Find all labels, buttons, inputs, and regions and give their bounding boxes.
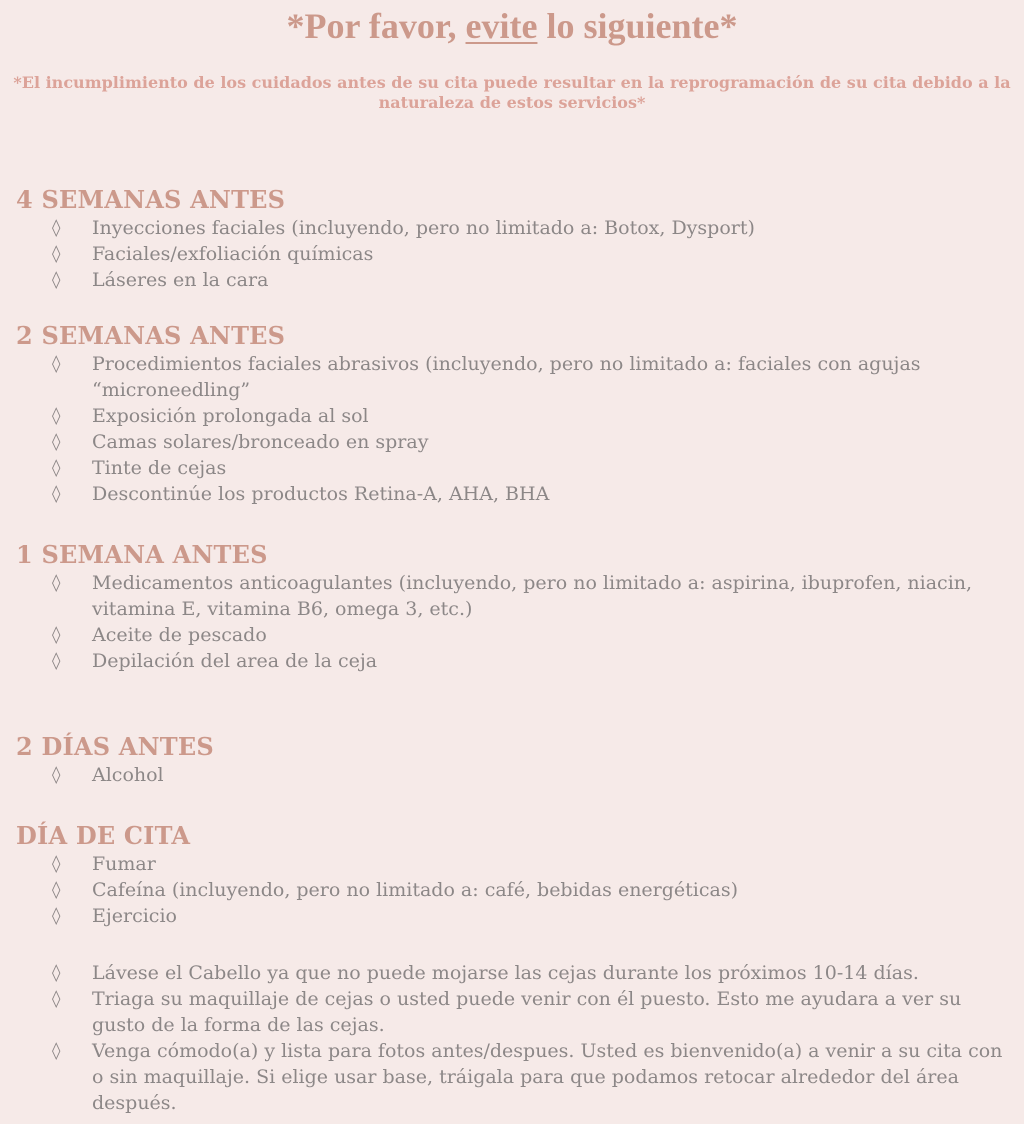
item-list	[16, 960, 1014, 1116]
list-item-text: Ejercicio	[92, 905, 177, 927]
list-item	[16, 877, 1014, 903]
list-item-text: Lávese el Cabello ya que no puede mojarse las cejas durante los próximos 10-14 días.	[92, 962, 919, 984]
diamond-bullet-icon: ◊	[52, 854, 61, 874]
item-list	[16, 215, 1014, 293]
list-item-text: Láseres en la cara	[92, 269, 269, 291]
list-item	[16, 241, 1014, 267]
diamond-bullet-icon: ◊	[52, 651, 61, 671]
section-heading: 2 SEMANAS ANTES	[16, 321, 286, 350]
list-item-text: Descontinúe los productos Retina-A, AHA, BHA	[92, 483, 550, 505]
list-item-text: Faciales/exfoliación químicas	[92, 243, 374, 265]
list-item-text: Camas solares/bronceado en spray	[92, 431, 429, 453]
list-item-text: Alcohol	[92, 764, 164, 786]
list-item	[16, 570, 1014, 622]
diamond-bullet-icon: ◊	[52, 484, 61, 504]
list-item-text: Triaga su maquillaje de cejas o usted puede venir con él puesto. Esto me ayudara a ver su gusto de la forma de las cejas.	[92, 988, 962, 1036]
list-item	[16, 903, 1014, 929]
additional-notes	[16, 960, 1014, 1116]
list-item	[16, 986, 1014, 1038]
item-list	[16, 762, 1014, 788]
section-heading: 1 SEMANA ANTES	[16, 540, 268, 569]
section-heading: DÍA DE CITA	[16, 821, 191, 850]
list-item	[16, 403, 1014, 429]
list-item-text: Venga cómodo(a) y lista para fotos antes/despues. Usted es bienvenido(a) a venir a su cita con o sin maquillaje. Si elige usar base, tráigala para que podamos retocar alrededor del área después.	[92, 1040, 1003, 1114]
list-item	[16, 455, 1014, 481]
section-4-weeks	[16, 185, 1014, 293]
diamond-bullet-icon: ◊	[52, 963, 61, 983]
list-item	[16, 351, 1014, 403]
diamond-bullet-icon: ◊	[52, 573, 61, 593]
item-list	[16, 351, 1014, 507]
diamond-bullet-icon: ◊	[52, 354, 61, 374]
list-item	[16, 267, 1014, 293]
list-item	[16, 1038, 1014, 1116]
list-item-text: Aceite de pescado	[92, 624, 267, 646]
page-title	[0, 4, 1024, 48]
list-item-text: Cafeína (incluyendo, pero no limitado a: café, bebidas energéticas)	[92, 879, 739, 901]
page-subtitle: *El incumplimiento de los cuidados antes de su cita puede resultar en la reprogramación de su cita debido a la naturaleza de estos servicios*	[13, 73, 1011, 112]
diamond-bullet-icon: ◊	[52, 880, 61, 900]
list-item	[16, 851, 1014, 877]
list-item	[16, 762, 1014, 788]
diamond-bullet-icon: ◊	[52, 406, 61, 426]
diamond-bullet-icon: ◊	[52, 765, 61, 785]
section-2-days	[16, 732, 1014, 788]
list-item-text: Inyecciones faciales (incluyendo, pero no limitado a: Botox, Dysport)	[92, 217, 755, 239]
diamond-bullet-icon: ◊	[52, 625, 61, 645]
diamond-bullet-icon: ◊	[52, 989, 61, 1009]
section-heading: 2 DÍAS ANTES	[16, 732, 214, 761]
diamond-bullet-icon: ◊	[52, 218, 61, 238]
list-item	[16, 481, 1014, 507]
section-appointment-day	[16, 821, 1014, 929]
diamond-bullet-icon: ◊	[52, 458, 61, 478]
list-item-text: Tinte de cejas	[92, 457, 227, 479]
section-1-week	[16, 540, 1014, 674]
diamond-bullet-icon: ◊	[52, 432, 61, 452]
title-after: lo siguiente*	[537, 6, 738, 46]
item-list	[16, 570, 1014, 674]
list-item	[16, 648, 1014, 674]
list-item	[16, 622, 1014, 648]
section-2-weeks	[16, 321, 1014, 507]
list-item-text: Exposición prolongada al sol	[92, 405, 369, 427]
title-emphasis: evite	[465, 6, 538, 46]
list-item	[16, 215, 1014, 241]
list-item-text: Fumar	[92, 853, 156, 875]
list-item-text: Procedimientos faciales abrasivos (incluyendo, pero no limitado a: faciales con agujas “microneedling”	[92, 353, 921, 401]
diamond-bullet-icon: ◊	[52, 1041, 61, 1061]
title-before: *Por favor,	[286, 6, 466, 46]
diamond-bullet-icon: ◊	[52, 244, 61, 264]
diamond-bullet-icon: ◊	[52, 906, 61, 926]
list-item-text: Medicamentos anticoagulantes (incluyendo, pero no limitado a: aspirina, ibuprofen, niacin, vitamina E, vitamina B6, omega 3, etc.)	[92, 572, 973, 620]
list-item	[16, 960, 1014, 986]
diamond-bullet-icon: ◊	[52, 270, 61, 290]
list-item-text: Depilación del area de la ceja	[92, 650, 378, 672]
list-item	[16, 429, 1014, 455]
section-heading: 4 SEMANAS ANTES	[16, 185, 286, 214]
item-list	[16, 851, 1014, 929]
